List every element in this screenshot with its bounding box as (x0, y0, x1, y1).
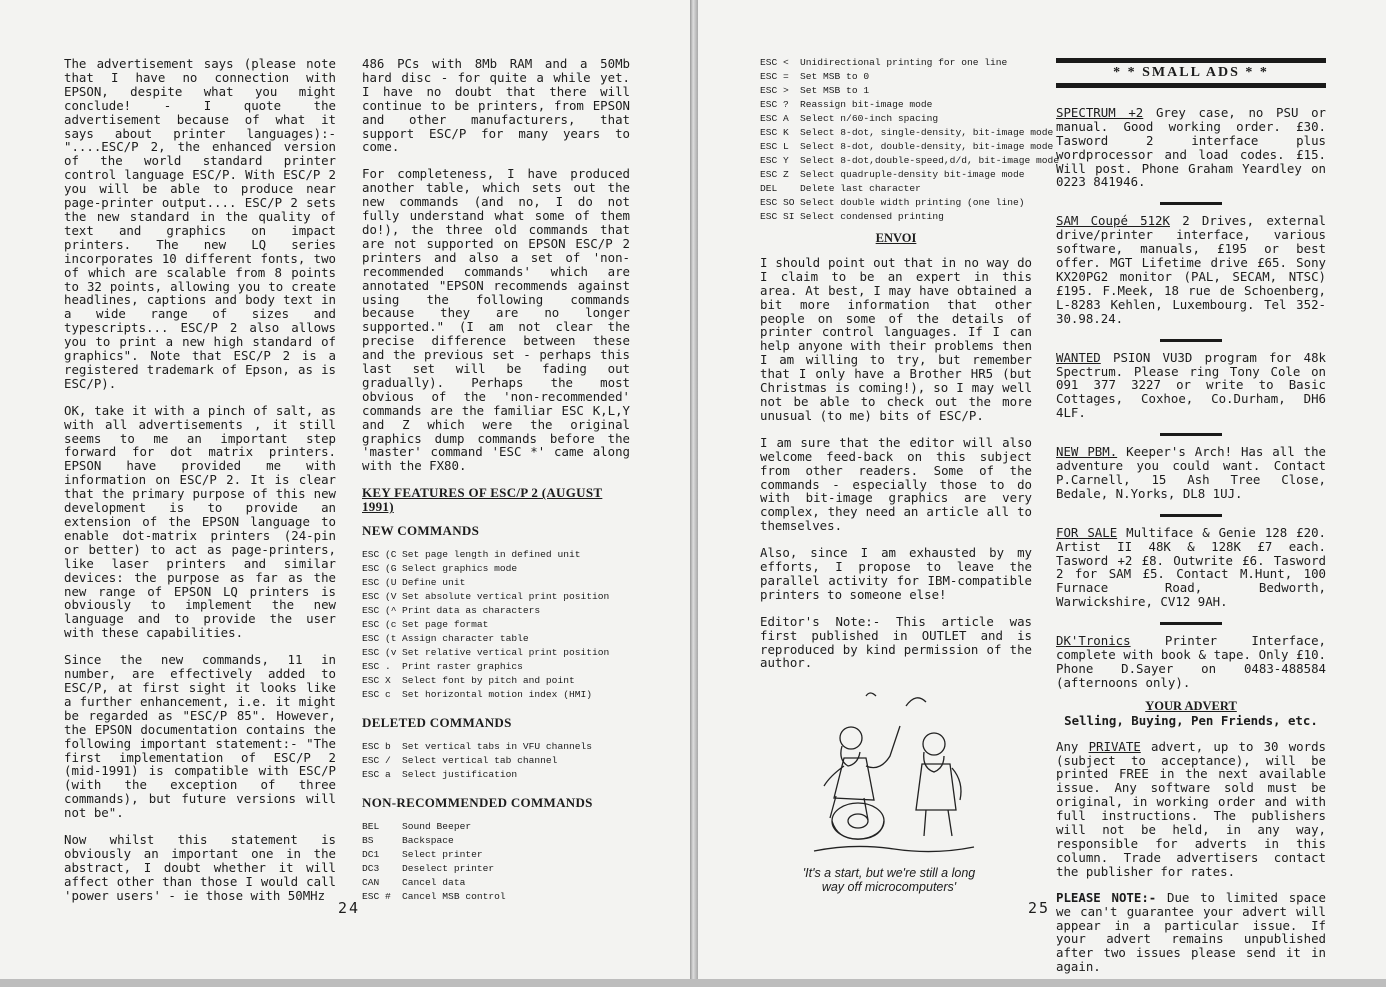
command-row: ESC (t Assign character table (362, 633, 529, 644)
left-column-1 (64, 57, 336, 916)
envoi-heading: ENVOI (875, 231, 917, 245)
paragraph: The advertisement says (please note that I have no connection with EPSON, despite what you might conclude! - I quote the advertisement because of what it says about printer languages):- "....ESC/P 2, the enhanced version of the world standard printer control language ESC/P. With ESC/P 2 you will be able to produce near page-printer output.... ESC/P 2 sets the new standard in the quality of text and graphics on impact printers. The new LQ series incorporates 10 different fonts, two of which are scalable from 8 points to 32 points, allowing you to create headlines, captions and body text in a wide range of sizes and typescripts... ESC/P 2 also allows you to print a new high standard of graphics". Note that ESC/P 2 is a registered trademark of Epson, as is ESC/P). (64, 56, 336, 391)
non-recommended-table (362, 820, 630, 904)
ad-entry: DK'Tronics Printer Interface, complete with book & tape. Only £10. Phone D.Sayer on 0483-488584 (afternoons only). (1056, 633, 1326, 690)
ad-separator (1160, 202, 1222, 205)
command-row: ESC (G Select graphics mode (362, 563, 518, 574)
small-ads-column (1056, 58, 1326, 987)
command-row: ESC / Select vertical tab channel (362, 754, 558, 766)
deleted-commands-table (362, 740, 630, 782)
command-row: ESC . Print raster graphics (362, 661, 523, 672)
your-advert-subheading: Selling, Buying, Pen Friends, etc. (1064, 712, 1318, 728)
cavemen-cartoon-image (806, 686, 982, 866)
command-row: DC3 Deselect printer (362, 862, 495, 874)
paragraph: Since the new commands, 11 in number, are effectively added to ESC/P, at first sight it looks like a further enhancement, i.e. it might be regarded as "ESC/P 85". However, the EPSON documentation contains the following important statement:- "The first implementation of ESC/P 2 (mid-1991) is compatible with ESC/P (with the exception of three commands), but future versions will not be". (64, 652, 336, 821)
key-features-heading: KEY FEATURES OF ESC/P 2 (AUGUST 1991) (362, 485, 603, 515)
command-row: ESC (v Set relative vertical print position (362, 647, 610, 658)
command-row: ESC b Set vertical tabs in VFU channels (362, 740, 592, 752)
command-row: BEL Sound Beeper (362, 820, 472, 832)
small-ads-banner: * * SMALL ADS * * (1113, 65, 1269, 80)
ad-entry: SAM Coupé 512K 2 Drives, external drive/printer interface, various software, manuals, £195 or best offer. MGT Lifetime drive £65. Sony KX20PG2 monitor (PAL, SECAM, NTSC) £195. F.Meek, 18 rue de Schoenberg, L-8283 Kehlen, Luxembourg. Tel 352-30.98.24. (1056, 213, 1326, 326)
please-note: PLEASE NOTE:- Due to limited space we can't guarantee your advert will appear in a particular issue. If your advert remains unpublished after two issues please send it in again. (1056, 889, 1326, 975)
binding-gutter (690, 0, 698, 979)
command-row: ESC ? Reassign bit-image mode (760, 99, 933, 110)
command-row: ESC c Set horizontal motion index (HMI) (362, 689, 592, 700)
banner-rule (1056, 83, 1326, 88)
cartoon-caption: 'It's a start, but we're still a long way off microcomputers' (802, 866, 976, 894)
paragraph: For completeness, I have produced another table, which sets out the new commands (and no, I do not fully understand what some of them do!), the three old commands that are not supported on EPSON ESC/P 2 printers and also a set of 'non-recommended commands' which are annotated "EPSON recommends against using the following commands because they are no longer supported." (I am not clear the precise difference between these and the previous set - perhaps this last set will be fading out gradually). Perhaps the most obvious of the 'non-recommended' commands are the familiar ESC K,L,Y and Z which were the original graphics dump commands before the 'master' command 'ESC *' came along with the FX80. (362, 166, 630, 474)
ad-separator (1160, 433, 1222, 436)
paragraph: 486 PCs with 8Mb RAM and a 50Mb hard disc - for quite a while yet. I have no doubt that there will continue to be printers, from EPSON and other manufacturers, that support ESC/P for many years to come. (362, 56, 630, 155)
ad-separator (1160, 622, 1222, 625)
command-row: ESC SO Select double width printing (one line) (760, 197, 1025, 208)
page-right (698, 0, 1386, 979)
command-row: ESC (c Set page format (362, 619, 489, 630)
ad-entry: WANTED PSION VU3D program for 48k Spectrum. Please ring Tony Cole on 091 377 3227 or write to Basic Cottages, Coxhoe, Co.Durham, DH6 4LF. (1056, 349, 1326, 421)
command-row: ESC > Set MSB to 1 (760, 85, 870, 96)
left-column-2 (362, 57, 630, 904)
command-row: ESC (C Set page length in defined unit (362, 549, 581, 560)
command-row: ESC X Select font by pitch and point (362, 675, 575, 686)
paragraph: Now whilst this statement is obviously an important one in the abstract, I doubt whether it will affect other than those I would call 'power users' - ie those with 50MHz (64, 832, 336, 903)
ad-entry: SPECTRUM +2 Grey case, no PSU or manual. Good working order. £30. Tasword 2 interface plus wordprocessor and load codes. £15. Will post. Phone Graham Yeardley on 0223 841946. (1056, 104, 1327, 190)
paragraph: I should point out that in no way do I claim to be an expert in this area. At best, I may have obtained a bit more information that other people on some of the details of printer control languages. If I can help anyone with their problems then I am willing to try, but remember that I only have a Brother HR5 (but Christmas is coming!), so I may well not be able to check out the more unusual (to me) bits of ESC/P. (760, 254, 1032, 423)
command-row: DEL Delete last character (760, 183, 921, 194)
page-left (0, 0, 690, 979)
command-row: ESC = Set MSB to 0 (760, 71, 870, 82)
command-row: ESC (V Set absolute vertical print position (362, 591, 610, 602)
command-row: ESC (U Define unit (362, 577, 466, 588)
command-row: ESC A Select n/60-inch spacing (760, 113, 939, 124)
command-row: DC1 Select printer (362, 848, 483, 860)
command-row: ESC < Unidirectional printing for one line (760, 57, 1008, 68)
command-row: ESC K Select 8-dot, single-density, bit-image mode (760, 127, 1054, 138)
ad-separator (1160, 514, 1222, 517)
command-row: ESC a Select justification (362, 768, 518, 780)
ad-entry: NEW PBM. Keeper's Arch! Has all the adventure you could want. Contact P.Carnell, 15 Ash Tree Close, Bedale, N.Yorks, DL8 1UJ. (1056, 444, 1326, 501)
command-row: ESC Z Select quadruple-density bit-image mode (760, 169, 1025, 180)
ad-separator (1160, 339, 1222, 342)
command-row: ESC # Cancel MSB control (362, 890, 506, 902)
paragraph: OK, take it with a pinch of salt, as with all advertisements , it still seems to me an important step forward for dot matrix printers. EPSON have provided me with information on ESC/P 2. It is clear that the primary purpose of this new development is to provide an extension of the EPSON language to enable dot-matrix printers (24-pin or better) to act as page-printers, like laser printers and similar devices: the purpose as far as the new range of EPSON LQ printers is obviously to implement the new language and to provide the user with these capabilities. (64, 402, 336, 641)
command-row: ESC SI Select condensed printing (760, 211, 944, 222)
your-advert-heading: YOUR ADVERT (1145, 698, 1237, 713)
paragraph: I am sure that the editor will also welcome feed-back on this subject from other readers. Some of the commands - especially those to do with bit-image graphics are very complex, they need an article all to themselves. (760, 434, 1032, 534)
command-row: CAN Cancel data (362, 876, 466, 888)
new-commands-table (362, 548, 630, 702)
page-number: 24 (338, 899, 361, 917)
paragraph: Also, since I am exhausted by my efforts, I propose to leave the parallel activity for IBM-compatible printers to someone else! (760, 545, 1032, 602)
editors-note: Editor's Note:- This article was first published in OUTLET and is reproduced by kind permission of the author. (760, 613, 1032, 671)
non-recommended-heading: NON-RECOMMENDED COMMANDS (362, 794, 593, 810)
command-row: ESC Y Select 8-dot,double-speed,d/d, bit-image mode (760, 155, 1060, 166)
command-row: ESC L Select 8-dot, double-density, bit-image mode (760, 141, 1054, 152)
continued-commands-table (760, 56, 1060, 224)
private-advert-info: Any PRIVATE advert, up to 30 words (subject to acceptance), will be printed FREE in the next available issue. Any software sold must be original, in working order and with full instructions. The publishers will not be held, in any way, responsible for adverts in this column. Trade advertisers contact the publisher for rates. (1056, 738, 1327, 879)
right-column-1 (760, 56, 1060, 683)
page-number: 25 (1028, 899, 1051, 917)
ad-entry: FOR SALE Multiface & Genie 128 £20. Artist II 48K & 128K £7 each. Tasword +2 £8. Outwrite £6. Tasword 2 for SAM £5. Contact M.Hunt, 100 Furnace Road, Bedworth, Warwickshire, CV12 9AH. (1056, 524, 1326, 610)
deleted-commands-heading: DELETED COMMANDS (362, 715, 512, 730)
new-commands-heading: NEW COMMANDS (362, 523, 480, 539)
command-row: BS Backspace (362, 834, 454, 846)
command-row: ESC (^ Print data as characters (362, 605, 541, 616)
